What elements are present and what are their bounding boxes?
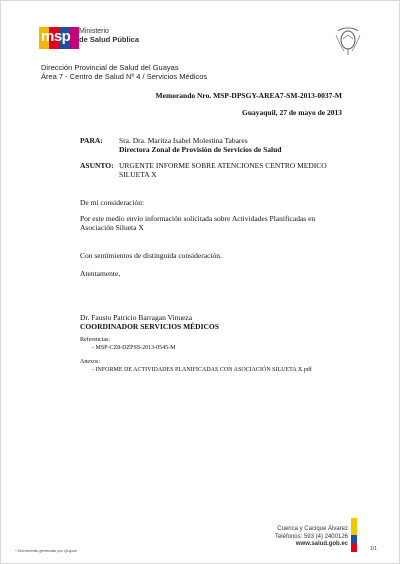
national-crest-icon [334, 25, 362, 57]
logo-letters: msp [41, 28, 71, 45]
asunto-label: ASUNTO: [80, 161, 114, 170]
footer-website: www.salud.gob.ec [295, 541, 348, 547]
recipient-title: Directora Zonal de Provisión de Servicios de Salud [119, 145, 282, 154]
footer-address: Cuenca y Cacique Álvarez [277, 526, 348, 532]
direction-name: Dirección Provincial de Salud del Guayas [41, 63, 179, 72]
ministry-line2: de Salud Pública [79, 35, 140, 44]
ministry-name [79, 28, 139, 45]
flag-stripe-icon [351, 518, 357, 552]
subject-line2: SILUETA X [119, 170, 157, 179]
signer-name: Dr. Fausto Patricio Barragan Vinueza [80, 313, 193, 322]
greeting: De mi consideración: [80, 198, 145, 207]
annexes-block [80, 359, 312, 374]
subject-line1: URGENTE INFORME SOBRE ATENCIONES CENTRO MEDICO [119, 161, 327, 170]
annexes-label: Anexos: [80, 359, 100, 365]
page-number: 1/1 [370, 546, 377, 552]
area-name: Área 7 - Centro de Salud Nº 4 / Servicios Médicos [41, 72, 208, 81]
farewell: Atentamente, [80, 269, 121, 278]
references-block [80, 337, 176, 352]
ministry-line1: Ministerio [79, 28, 109, 35]
memo-date: Guayaquil, 27 de mayo de 2013 [241, 108, 342, 117]
annex-item: - INFORME DE ACTIVIDADES PLANIFICADAS CON ASOCIACIÓN SILUETA X.pdf [92, 366, 312, 373]
signer-title: COORDINADOR SERVICIOS MÉDICOS [80, 322, 219, 331]
footer-phone: Teléfonos: 593 (4) 2400126 [274, 533, 348, 540]
memo-number: Memorando Nro. MSP-DPSGY-AREA7-SM-2013-0037-M [155, 91, 342, 100]
footer-contact [263, 526, 348, 549]
body-paragraph-line2: Asociación Silueta X [80, 223, 144, 232]
body-paragraph-line1: Por este medio envío información solicitada sobre Actividades Planificadas en [80, 214, 316, 223]
recipient-name: Sra. Dra. Maritza Isabel Molestina Tabares [119, 136, 248, 145]
reference-item: - MSP-CZ8-DZPSS-2013-0545-M [92, 344, 176, 351]
generated-note: * Documento generado por Quipux [15, 548, 77, 553]
para-label: PARA: [80, 136, 103, 145]
references-label: Referencias: [80, 337, 110, 343]
closing-line: Con sentimientos de distinguida consideración. [80, 251, 222, 260]
